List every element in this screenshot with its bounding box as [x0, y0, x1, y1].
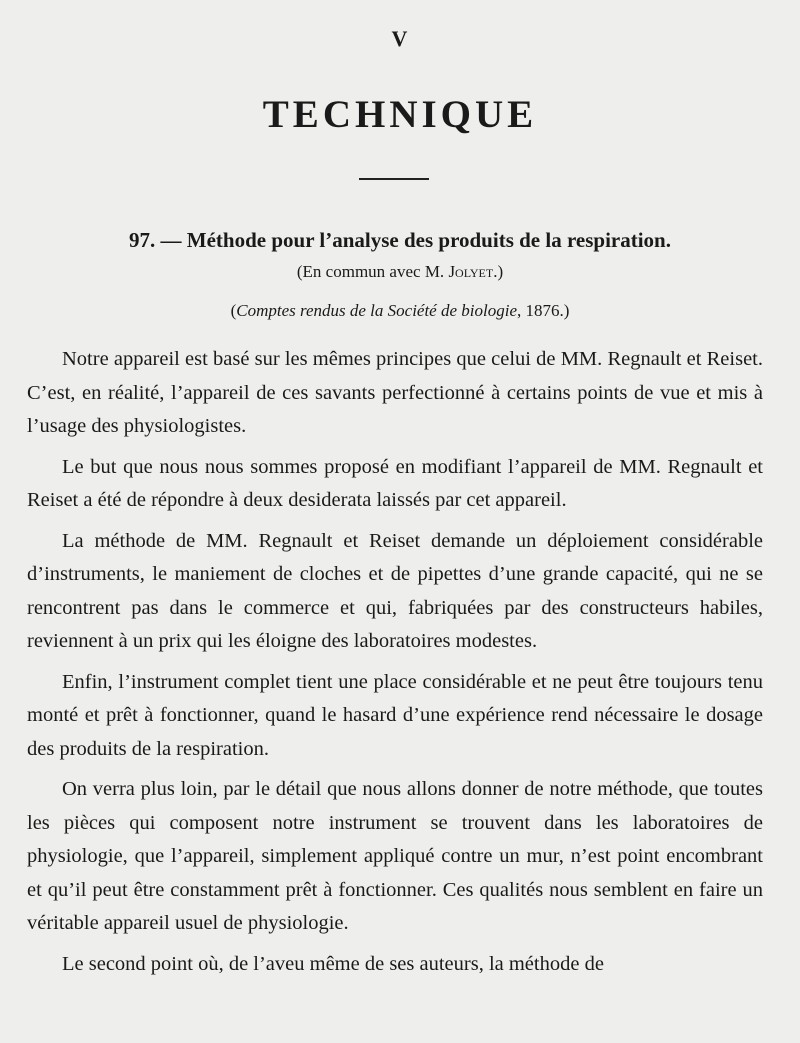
source-tail: , 1876.) [517, 301, 570, 320]
source-journal: Comptes rendus de la Société de biologie [236, 301, 517, 320]
article-collaborator [0, 262, 800, 282]
chapter-heading: TECHNIQUE [262, 93, 538, 136]
source-open: ( [230, 301, 237, 320]
collab-suffix: .) [493, 262, 504, 281]
paragraph-2: Le but que nous nous sommes proposé en modifiant l’appareil de MM. Regnault et Reiset a été de répondre à deux desiderata laissés par cet appareil. [27, 455, 763, 511]
paragraph-4: Enfin, l’instrument complet tient une place considérable et ne peut être toujours tenu monté et prêt à fonctionner, quand le hasard d’une expérience rend nécessaire le dosage des produits de la respiration. [27, 670, 763, 760]
paragraph-5: On verra plus loin, par le détail que nous allons donner de notre méthode, que toutes les pièces qui composent notre instrument se trouvent dans les laboratoires de physiologie, que l’appareil, simplement appliqué contre un mur, n’est point encombrant et qu’il peut être constamment prêt à fonctionner. Ces qualités nous semblent en faire un véritable appareil usuel de physiologie. [27, 778, 763, 934]
article-title: 97. — Méthode pour l’analyse des produits de la respiration. [129, 228, 671, 252]
paragraph-6: Le second point où, de l’aveu même de ses auteurs, la méthode de [62, 952, 604, 975]
chapter-number: V [391, 26, 409, 51]
body-text [27, 343, 763, 988]
heading-rule [359, 178, 429, 180]
collab-name: Jolyet [448, 262, 494, 281]
paragraph-1: Notre appareil est basé sur les mêmes principes que celui de MM. Regnault et Reiset. C’est, en réalité, l’appareil de ces savants perfectionné à certains points de vue et mis à l’usage des physiologistes. [27, 348, 763, 437]
collab-prefix: (En commun avec M. [296, 262, 449, 281]
article-source [0, 301, 800, 321]
paragraph-3: La méthode de MM. Regnault et Reiset demande un déploiement considérable d’instruments, le maniement de cloches et de pipettes d’une grande capacité, qui ne se rencontrent pas dans le commerce et qui, fabriquées par des constructeurs habiles, reviennent à un prix qui les éloigne des laboratoires modestes. [27, 529, 763, 652]
